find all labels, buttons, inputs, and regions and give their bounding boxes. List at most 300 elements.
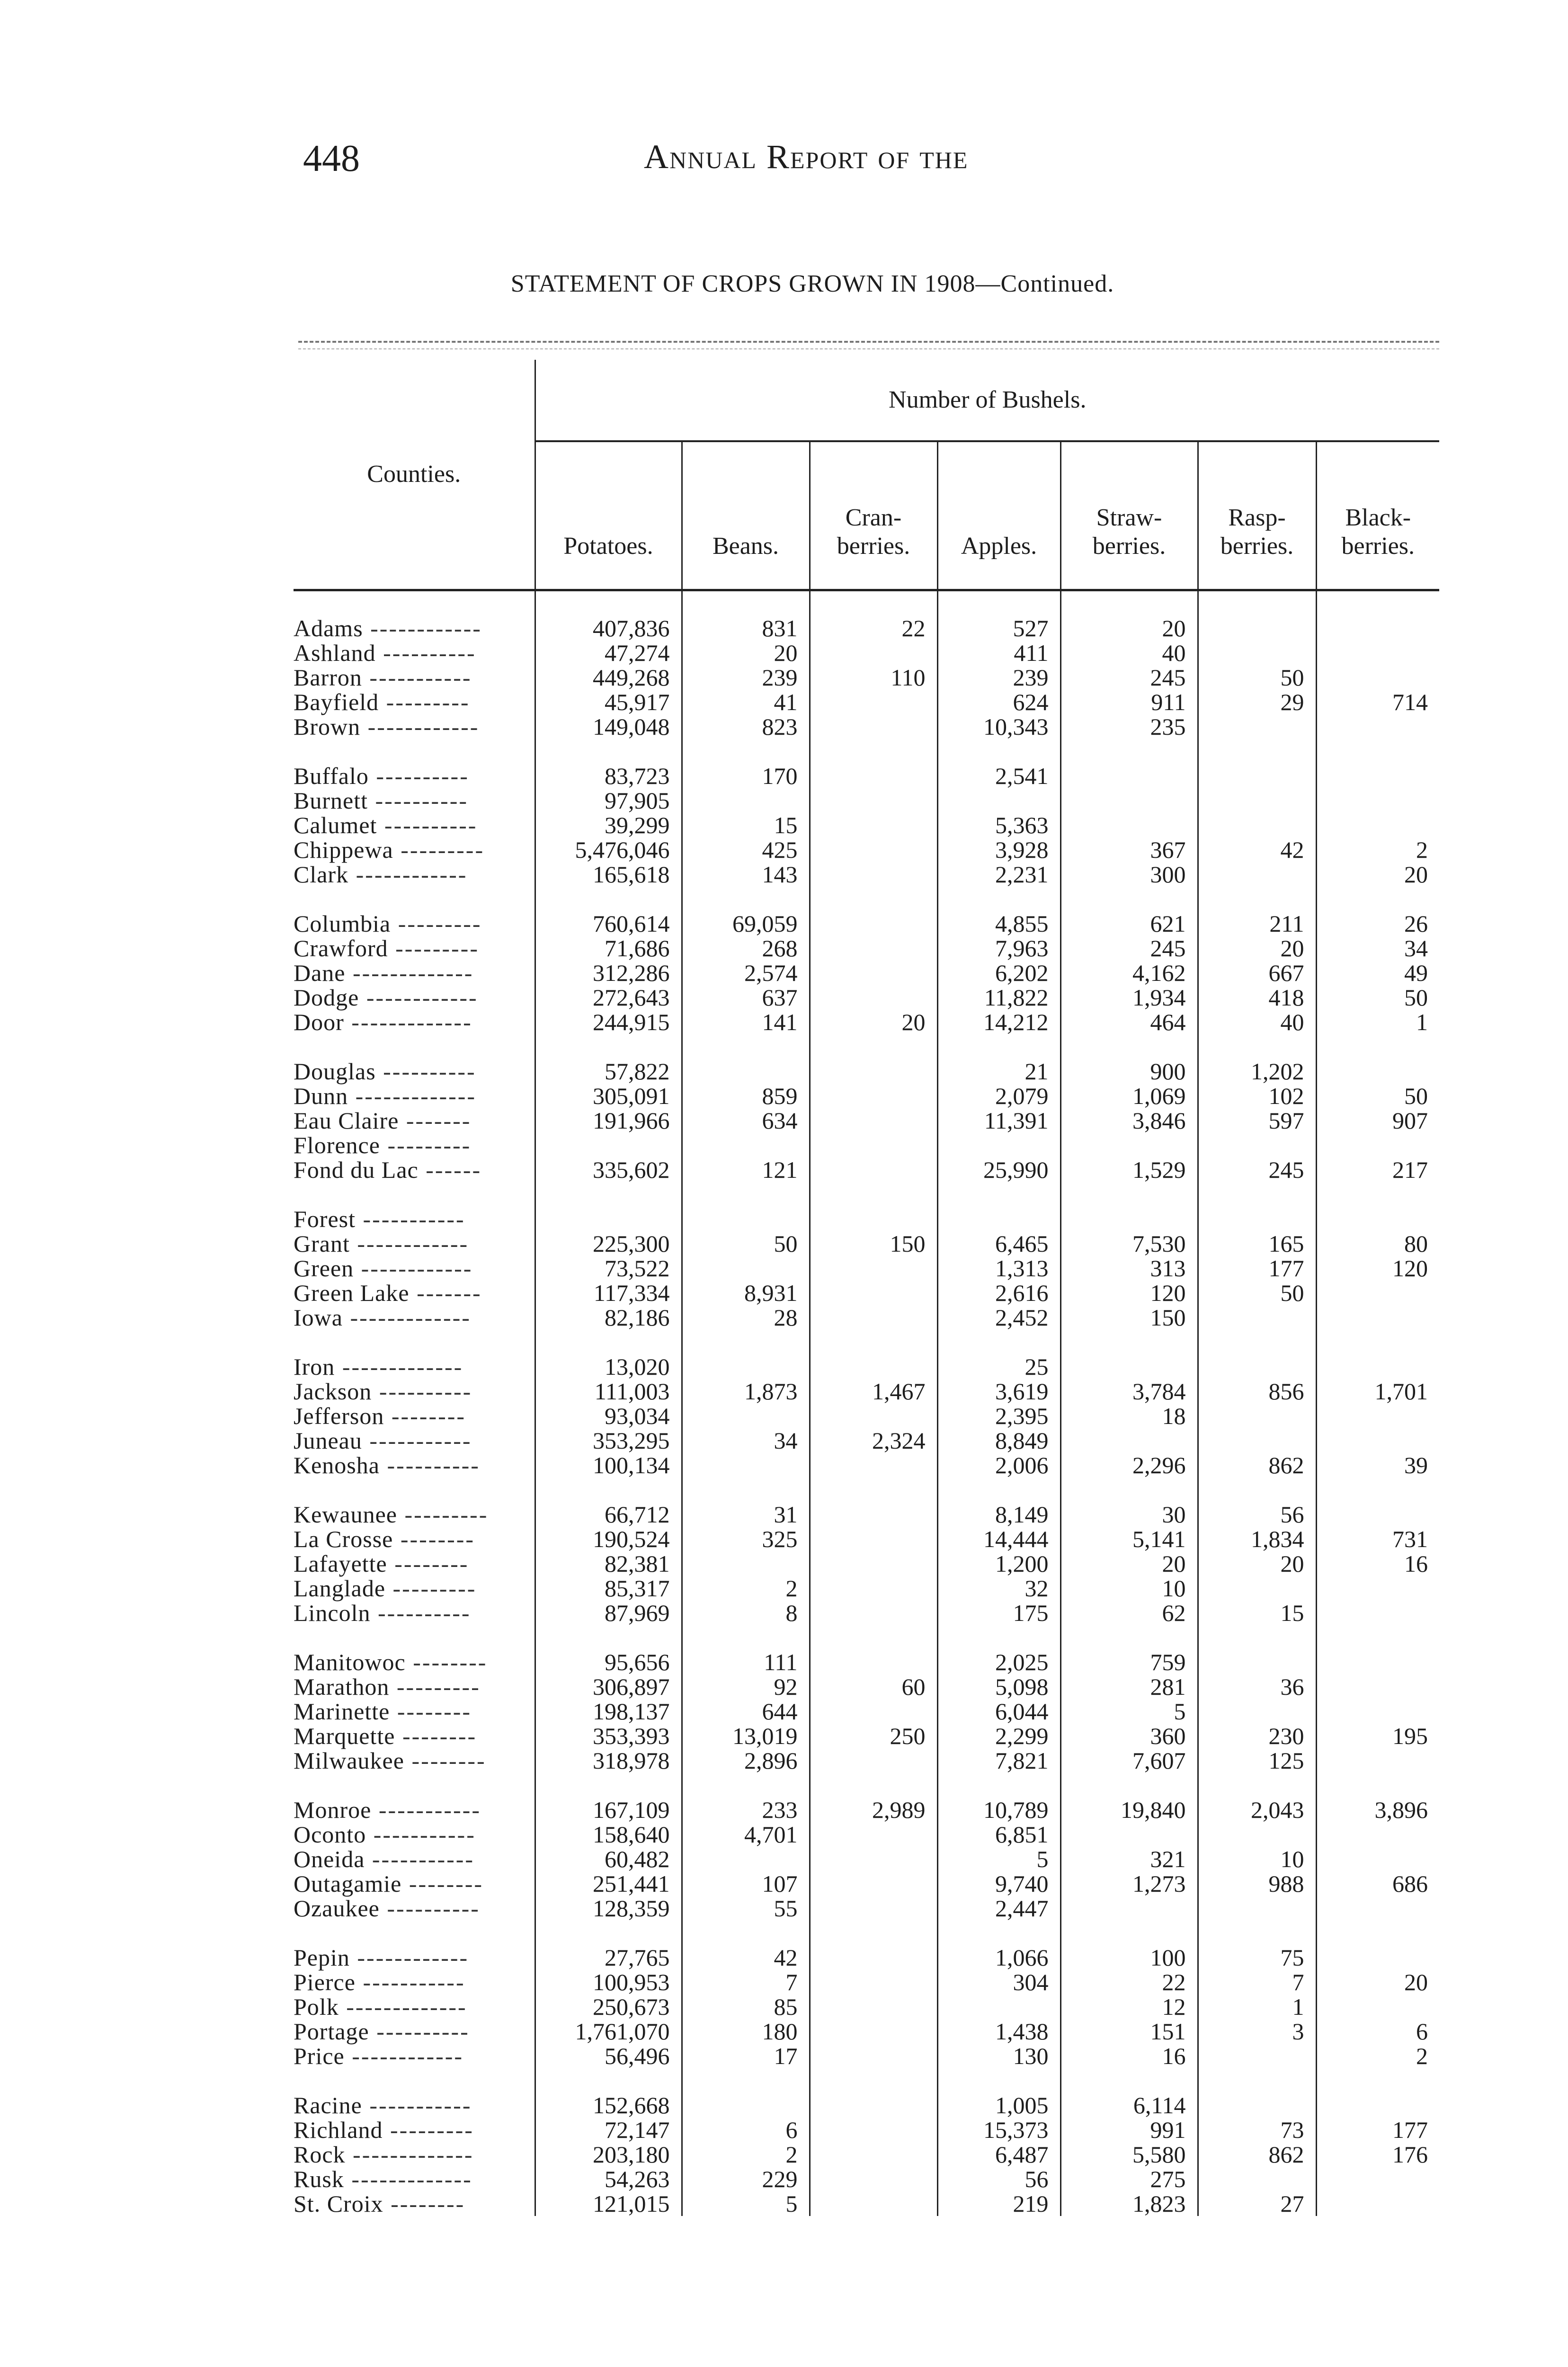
cell-strawberries: 1,934 <box>1060 985 1198 1010</box>
cell-potatoes: 353,295 <box>535 1428 682 1453</box>
leader-dashes: ------------- <box>345 960 474 986</box>
cell-apples: 2,025 <box>937 1650 1060 1674</box>
cell-cranberries <box>810 2019 937 2044</box>
table-row <box>294 1576 1439 1601</box>
county-name: Dunn ------------- <box>294 1084 535 1108</box>
cell-raspberries <box>1198 1133 1316 1157</box>
cell-beans: 2 <box>682 1576 810 1601</box>
cell-potatoes: 82,186 <box>535 1305 682 1330</box>
cell-blackberries <box>1316 1674 1439 1699</box>
cell-beans: 180 <box>682 2019 810 2044</box>
table-row <box>294 1994 1439 2019</box>
cell-strawberries: 313 <box>1060 1256 1198 1281</box>
cell-cranberries <box>810 2044 937 2068</box>
cell-beans <box>682 1453 810 1477</box>
cell-raspberries: 29 <box>1198 690 1316 714</box>
group-gap <box>294 1921 1439 1945</box>
caption-suffix: —Continued. <box>975 270 1114 297</box>
cell-cranberries <box>810 1305 937 1330</box>
cell-strawberries <box>1060 1207 1198 1231</box>
leader-dashes: ------------ <box>349 1944 469 1971</box>
cell-potatoes <box>535 1207 682 1231</box>
table-row <box>294 1428 1439 1453</box>
table-row <box>294 641 1439 665</box>
cell-blackberries: 49 <box>1404 960 1428 986</box>
cell-potatoes: 71,686 <box>535 936 682 961</box>
leader-dashes: ------------ <box>359 984 478 1011</box>
cell-blackberries <box>1316 1207 1439 1231</box>
cell-raspberries <box>1198 1404 1316 1428</box>
cell-raspberries <box>1198 714 1316 739</box>
cell-cranberries <box>810 1256 937 1281</box>
cell-raspberries: 50 <box>1198 665 1316 690</box>
group-gap <box>294 739 1439 764</box>
cell-strawberries: 6,114 <box>1060 2093 1198 2118</box>
cell-raspberries: 42 <box>1198 837 1316 862</box>
cell-beans <box>682 1551 810 1576</box>
leader-dashes: ----------- <box>356 1206 465 1232</box>
table-header <box>294 360 1439 590</box>
table-row <box>294 1010 1439 1034</box>
leader-dashes: ----------- <box>362 664 472 691</box>
table-row <box>294 2167 1439 2191</box>
cell-strawberries: 235 <box>1060 714 1198 739</box>
cell-blackberries: 50 <box>1404 984 1428 1011</box>
cell-apples: 2,079 <box>937 1084 1060 1108</box>
cell-beans <box>682 1847 810 1871</box>
cell-potatoes: 152,668 <box>535 2093 682 2118</box>
cell-apples: 25 <box>937 1354 1060 1379</box>
cell-beans: 31 <box>682 1502 810 1527</box>
cell-beans: 8,931 <box>682 1281 810 1305</box>
cell-beans: 170 <box>682 764 810 788</box>
cell-potatoes: 85,317 <box>535 1576 682 1601</box>
cell-strawberries <box>1060 1896 1198 1921</box>
table-row <box>294 616 1439 641</box>
cell-cranberries <box>810 2191 937 2216</box>
cell-cranberries <box>810 936 937 961</box>
county-name: Florence --------- <box>294 1133 535 1157</box>
cell-raspberries: 165 <box>1198 1231 1316 1256</box>
cell-potatoes: 407,836 <box>535 616 682 641</box>
cell-cranberries <box>810 1281 937 1305</box>
cell-strawberries <box>1060 813 1198 837</box>
cell-potatoes: 57,822 <box>535 1059 682 1084</box>
cell-potatoes: 1,761,070 <box>535 2019 682 2044</box>
running-head: Annual Report of the <box>644 138 969 176</box>
county-name: Green Lake ------- <box>294 1281 535 1305</box>
cell-beans: 42 <box>682 1945 810 1970</box>
county-name: Manitowoc -------- <box>294 1650 535 1674</box>
cell-blackberries: 34 <box>1404 935 1428 961</box>
county-name: Price ------------ <box>294 2044 535 2068</box>
leader-dashes: --------- <box>379 689 470 715</box>
cell-strawberries: 40 <box>1060 641 1198 665</box>
county-name: Grant ------------ <box>294 1231 535 1256</box>
cell-blackberries <box>1316 764 1439 788</box>
cell-blackberries <box>1316 1059 1439 1084</box>
cell-blackberries: 20 <box>1404 861 1428 888</box>
county-name: Ozaukee ---------- <box>294 1896 535 1921</box>
leader-dashes: ---------- <box>368 763 469 789</box>
cell-raspberries: 40 <box>1198 1010 1316 1034</box>
table-row <box>294 1059 1439 1084</box>
cell-raspberries <box>1198 1650 1316 1674</box>
cell-cranberries <box>810 1133 937 1157</box>
cell-apples <box>937 1207 1060 1231</box>
cell-cranberries: 2,324 <box>810 1428 937 1453</box>
table-row <box>294 862 1439 887</box>
table-row <box>294 1601 1439 1625</box>
cell-potatoes: 272,643 <box>535 985 682 1010</box>
cell-beans: 121 <box>682 1157 810 1182</box>
table-row <box>294 1305 1439 1330</box>
cell-blackberries <box>1316 641 1439 665</box>
cell-apples: 2,395 <box>937 1404 1060 1428</box>
county-name: Marinette -------- <box>294 1699 535 1724</box>
cell-beans <box>682 1133 810 1157</box>
cell-blackberries <box>1316 2093 1439 2118</box>
leader-dashes: ------------- <box>345 2141 474 2168</box>
county-name: Bayfield --------- <box>294 690 535 714</box>
cell-strawberries: 16 <box>1060 2044 1198 2068</box>
table-row <box>294 1822 1439 1847</box>
cell-beans: 2,896 <box>682 1748 810 1773</box>
leader-dashes: ------------- <box>339 1993 467 2020</box>
cell-cranberries <box>810 2167 937 2191</box>
leader-dashes: ------------- <box>344 2166 472 2192</box>
cell-potatoes: 13,020 <box>535 1354 682 1379</box>
table-row <box>294 1404 1439 1428</box>
leader-dashes: ------- <box>399 1107 472 1134</box>
leader-dashes: ------------- <box>335 1353 463 1380</box>
cell-blackberries <box>1316 665 1439 690</box>
table-row <box>294 1379 1439 1404</box>
county-name: Dodge ------------ <box>294 985 535 1010</box>
cell-blackberries: 1 <box>1416 1009 1428 1035</box>
cell-raspberries: 20 <box>1198 1551 1316 1576</box>
top-rule <box>298 341 1439 343</box>
cell-potatoes: 190,524 <box>535 1527 682 1551</box>
leader-dashes: ---------- <box>379 1895 480 1922</box>
cell-raspberries: 1 <box>1198 1994 1316 2019</box>
cell-cranberries <box>810 1502 937 1527</box>
cell-beans: 15 <box>682 813 810 837</box>
cell-apples: 7,963 <box>937 936 1060 961</box>
cell-beans: 831 <box>682 616 810 641</box>
cell-potatoes: 158,640 <box>535 1822 682 1847</box>
cell-raspberries <box>1198 2093 1316 2118</box>
crops-table <box>294 360 1439 2216</box>
cell-beans <box>682 1256 810 1281</box>
cell-potatoes: 111,003 <box>535 1379 682 1404</box>
cell-beans: 92 <box>682 1674 810 1699</box>
cell-strawberries: 12 <box>1060 1994 1198 2019</box>
cell-strawberries: 20 <box>1060 1551 1198 1576</box>
cell-strawberries: 759 <box>1060 1650 1198 1674</box>
cell-beans: 107 <box>682 1871 810 1896</box>
table-row <box>294 1207 1439 1231</box>
cell-cranberries <box>810 1748 937 1773</box>
column-header-potatoes: Potatoes. <box>535 441 682 590</box>
cell-blackberries: 731 <box>1392 1526 1428 1552</box>
table-row <box>294 1157 1439 1182</box>
cell-apples: 5,098 <box>937 1674 1060 1699</box>
county-name: Outagamie -------- <box>294 1871 535 1896</box>
cell-strawberries: 3,846 <box>1060 1108 1198 1133</box>
cell-apples: 1,066 <box>937 1945 1060 1970</box>
cell-strawberries: 1,069 <box>1060 1084 1198 1108</box>
cell-apples: 239 <box>937 665 1060 690</box>
cell-strawberries: 991 <box>1060 2118 1198 2142</box>
county-name: Rock ------------- <box>294 2142 535 2167</box>
cell-cranberries <box>810 1699 937 1724</box>
cell-blackberries: 217 <box>1392 1157 1428 1183</box>
cell-blackberries: 686 <box>1392 1870 1428 1897</box>
cell-cranberries <box>810 985 937 1010</box>
leader-dashes: ------------ <box>354 1255 473 1281</box>
cell-potatoes: 56,496 <box>535 2044 682 2068</box>
cell-apples: 6,044 <box>937 1699 1060 1724</box>
cell-apples: 1,438 <box>937 2019 1060 2044</box>
cell-strawberries: 911 <box>1060 690 1198 714</box>
table-row <box>294 1699 1439 1724</box>
county-name: Clark ------------ <box>294 862 535 887</box>
table-row <box>294 1945 1439 1970</box>
cell-apples: 624 <box>937 690 1060 714</box>
cell-cranberries: 150 <box>810 1231 937 1256</box>
cell-blackberries <box>1316 1699 1439 1724</box>
cell-beans: 34 <box>682 1428 810 1453</box>
cell-apples: 219 <box>937 2191 1060 2216</box>
cell-apples: 3,928 <box>937 837 1060 862</box>
leader-dashes: ------------ <box>363 615 482 641</box>
cell-potatoes: 167,109 <box>535 1797 682 1822</box>
cell-raspberries: 230 <box>1198 1724 1316 1748</box>
leader-dashes: ------------- <box>348 1083 477 1109</box>
leader-dashes: -------- <box>390 1698 472 1725</box>
cell-strawberries: 62 <box>1060 1601 1198 1625</box>
cell-raspberries: 862 <box>1198 1453 1316 1477</box>
cell-potatoes: 149,048 <box>535 714 682 739</box>
leader-dashes: ------- <box>409 1280 482 1306</box>
table-row <box>294 1797 1439 1822</box>
table-row <box>294 714 1439 739</box>
cell-blackberries <box>1316 1896 1439 1921</box>
leader-dashes: --------- <box>383 2117 474 2143</box>
table-row <box>294 1133 1439 1157</box>
table-row <box>294 690 1439 714</box>
cell-raspberries <box>1198 862 1316 887</box>
cell-blackberries: 1,701 <box>1374 1378 1428 1405</box>
cell-beans: 143 <box>682 862 810 887</box>
county-name: La Crosse -------- <box>294 1527 535 1551</box>
cell-blackberries <box>1316 616 1439 641</box>
cell-beans <box>682 2093 810 2118</box>
cell-cranberries <box>810 1453 937 1477</box>
table-body <box>294 590 1439 2216</box>
table-row <box>294 2044 1439 2068</box>
cell-beans <box>682 1354 810 1379</box>
county-name: Jackson ---------- <box>294 1379 535 1404</box>
county-name: Pepin ------------ <box>294 1945 535 1970</box>
county-name: Calumet ---------- <box>294 813 535 837</box>
county-name: Forest ----------- <box>294 1207 535 1231</box>
county-name: Fond du Lac ------ <box>294 1157 535 1182</box>
table-row <box>294 2019 1439 2044</box>
cell-strawberries: 321 <box>1060 1847 1198 1871</box>
cell-cranberries <box>810 1059 937 1084</box>
county-name: Portage ---------- <box>294 2019 535 2044</box>
cell-beans: 6 <box>682 2118 810 2142</box>
leader-dashes: ------------- <box>344 1009 472 1035</box>
table-row <box>294 1896 1439 1921</box>
cell-blackberries: 6 <box>1416 2018 1428 2045</box>
table-row <box>294 1281 1439 1305</box>
table-row <box>294 985 1439 1010</box>
cell-potatoes: 191,966 <box>535 1108 682 1133</box>
cell-potatoes: 250,673 <box>535 1994 682 2019</box>
cell-cranberries <box>810 1945 937 1970</box>
cell-strawberries: 281 <box>1060 1674 1198 1699</box>
cell-beans: 69,059 <box>682 911 810 936</box>
cell-blackberries <box>1316 788 1439 813</box>
county-name: Milwaukee -------- <box>294 1748 535 1773</box>
cell-raspberries: 20 <box>1198 936 1316 961</box>
leader-dashes: ---------- <box>369 2018 470 2045</box>
cell-raspberries: 211 <box>1198 911 1316 936</box>
cell-potatoes: 97,905 <box>535 788 682 813</box>
table-row <box>294 1847 1439 1871</box>
cell-apples: 5 <box>937 1847 1060 1871</box>
table-row <box>294 1256 1439 1281</box>
table-row <box>294 1453 1439 1477</box>
cell-raspberries: 245 <box>1198 1157 1316 1182</box>
leader-dashes: -------- <box>395 1723 477 1749</box>
leader-dashes: ---------- <box>372 1378 472 1405</box>
table-row <box>294 813 1439 837</box>
county-name: Marathon --------- <box>294 1674 535 1699</box>
cell-strawberries <box>1060 1133 1198 1157</box>
cell-blackberries: 80 <box>1404 1230 1428 1257</box>
table-row <box>294 1551 1439 1576</box>
group-gap <box>294 1330 1439 1354</box>
cell-cranberries <box>810 714 937 739</box>
cell-strawberries <box>1060 1354 1198 1379</box>
cell-strawberries: 245 <box>1060 665 1198 690</box>
cell-raspberries: 1,834 <box>1198 1527 1316 1551</box>
cell-potatoes: 100,953 <box>535 1970 682 1994</box>
cell-blackberries: 3,896 <box>1374 1797 1428 1823</box>
group-gap <box>294 1182 1439 1207</box>
cell-apples: 527 <box>937 616 1060 641</box>
table-row <box>294 1527 1439 1551</box>
county-name: Door ------------- <box>294 1010 535 1034</box>
cell-raspberries: 36 <box>1198 1674 1316 1699</box>
cell-strawberries: 19,840 <box>1060 1797 1198 1822</box>
cell-potatoes <box>535 1133 682 1157</box>
cell-blackberries <box>1316 1281 1439 1305</box>
cell-apples: 1,005 <box>937 2093 1060 2118</box>
cell-cranberries: 22 <box>810 616 937 641</box>
leader-dashes: -------- <box>404 1747 486 1774</box>
leader-dashes: ------------ <box>360 713 480 740</box>
cell-strawberries: 22 <box>1060 1970 1198 1994</box>
leader-dashes: -------- <box>401 1870 484 1897</box>
county-name: Eau Claire ------- <box>294 1108 535 1133</box>
cell-cranberries <box>810 1551 937 1576</box>
group-gap <box>294 1034 1439 1059</box>
cell-cranberries <box>810 1108 937 1133</box>
cell-beans: 5 <box>682 2191 810 2216</box>
table-row <box>294 665 1439 690</box>
column-header-blackberries: Black- berries. <box>1316 441 1439 590</box>
county-name: Iron ------------- <box>294 1354 535 1379</box>
cell-cranberries <box>810 813 937 837</box>
cell-beans: 1,873 <box>682 1379 810 1404</box>
cell-blackberries: 2 <box>1416 836 1428 863</box>
cell-beans: 50 <box>682 1231 810 1256</box>
cell-blackberries <box>1316 1994 1439 2019</box>
cell-strawberries: 18 <box>1060 1404 1198 1428</box>
cell-potatoes: 54,263 <box>535 2167 682 2191</box>
cell-beans: 644 <box>682 1699 810 1724</box>
cell-potatoes: 760,614 <box>535 911 682 936</box>
cell-beans: 55 <box>682 1896 810 1921</box>
cell-blackberries <box>1316 1354 1439 1379</box>
cell-potatoes: 244,915 <box>535 1010 682 1034</box>
cell-apples <box>937 1133 1060 1157</box>
county-name: Lafayette -------- <box>294 1551 535 1576</box>
cell-blackberries <box>1316 2191 1439 2216</box>
cell-raspberries: 50 <box>1198 1281 1316 1305</box>
column-header-beans: Beans. <box>682 441 810 590</box>
leader-dashes: -------- <box>405 1649 488 1675</box>
cell-potatoes: 83,723 <box>535 764 682 788</box>
cell-cranberries <box>810 1822 937 1847</box>
leader-dashes: -------- <box>393 1526 475 1552</box>
cell-apples: 411 <box>937 641 1060 665</box>
cell-raspberries: 7 <box>1198 1970 1316 1994</box>
cell-raspberries: 56 <box>1198 1502 1316 1527</box>
cell-strawberries: 10 <box>1060 1576 1198 1601</box>
county-name: Buffalo ---------- <box>294 764 535 788</box>
cell-beans: 85 <box>682 1994 810 2019</box>
cell-blackberries <box>1316 1404 1439 1428</box>
cell-potatoes: 82,381 <box>535 1551 682 1576</box>
cell-strawberries: 275 <box>1060 2167 1198 2191</box>
header-spacer <box>294 590 1439 616</box>
cell-apples: 9,740 <box>937 1871 1060 1896</box>
cell-blackberries: 20 <box>1404 1969 1428 1995</box>
cell-potatoes: 117,334 <box>535 1281 682 1305</box>
cell-blackberries <box>1316 1133 1439 1157</box>
cell-strawberries: 621 <box>1060 911 1198 936</box>
cell-apples: 6,465 <box>937 1231 1060 1256</box>
cell-strawberries: 5,580 <box>1060 2142 1198 2167</box>
cell-blackberries <box>1316 1847 1439 1871</box>
cell-blackberries <box>1316 714 1439 739</box>
cell-strawberries: 900 <box>1060 1059 1198 1084</box>
cell-cranberries: 110 <box>810 665 937 690</box>
county-name: Racine ----------- <box>294 2093 535 2118</box>
cell-potatoes: 73,522 <box>535 1256 682 1281</box>
leader-dashes: ------------- <box>342 1304 471 1331</box>
table-row <box>294 1108 1439 1133</box>
cell-potatoes: 306,897 <box>535 1674 682 1699</box>
leader-dashes: ------------ <box>344 2043 464 2069</box>
cell-strawberries <box>1060 1822 1198 1847</box>
